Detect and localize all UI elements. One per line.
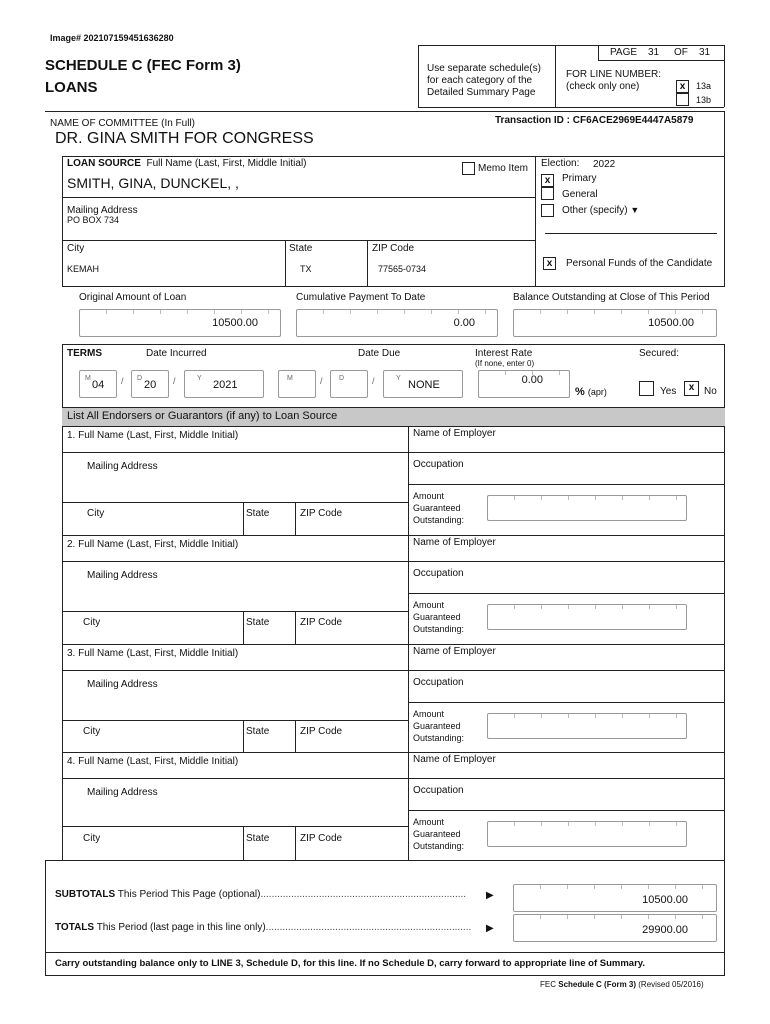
balance-outstanding-label: Balance Outstanding at Close of This Period <box>513 292 710 303</box>
total-arrow-icon: ▶ <box>486 923 494 934</box>
endorser-2-state-label: State <box>246 617 270 628</box>
separate-schedule-instructions: Use separate schedule(s) for each category of the Detailed Summary Page <box>427 63 541 98</box>
endorser-4-amount-label: Amount Guaranteed Outstanding: <box>413 817 465 851</box>
balance-outstanding-field[interactable]: 10500.00 <box>513 309 717 337</box>
endorser-1-city-label: City <box>87 508 105 519</box>
line-number-label: FOR LINE NUMBER: (check only one) <box>566 69 662 92</box>
memo-item-checkbox[interactable] <box>462 162 475 175</box>
secured-yes-label: Yes <box>660 386 677 397</box>
endorser-3-amount-label: Amount Guaranteed Outstanding: <box>413 709 465 743</box>
incurred-day-field[interactable]: D 20 <box>131 370 169 398</box>
line-13b-checkbox[interactable] <box>676 93 689 106</box>
cumulative-payment-field[interactable]: 0.00 <box>296 309 498 337</box>
page-number: 31 <box>648 47 660 58</box>
endorser-1-amount-field[interactable] <box>487 495 687 521</box>
endorser-2-amount-label: Amount Guaranteed Outstanding: <box>413 600 465 634</box>
general-checkbox[interactable] <box>541 187 554 200</box>
endorser-2-amount-field[interactable] <box>487 604 687 630</box>
endorser-1-state-label: State <box>246 508 270 519</box>
endorser-4-zip-label: ZIP Code <box>300 833 343 844</box>
total-field[interactable]: 29900.00 <box>513 914 717 942</box>
incurred-year-field[interactable]: Y 2021 <box>184 370 264 398</box>
endorser-3-mailing-label: Mailing Address <box>87 679 158 690</box>
page-label: PAGE <box>610 47 638 58</box>
endorser-3-occupation-label: Occupation <box>413 677 464 688</box>
other-specify-label: Other (specify) ▼ <box>562 205 640 216</box>
date-slash: / <box>320 376 323 386</box>
endorser-2-mailing-label: Mailing Address <box>87 570 158 581</box>
date-slash: / <box>372 376 375 386</box>
endorser-1-employer-label: Name of Employer <box>413 428 496 439</box>
endorser-3-amount-field[interactable] <box>487 713 687 739</box>
line-13a-label: 13a <box>696 81 712 91</box>
secured-no-label: No <box>704 386 717 397</box>
interest-rate-label: Interest Rate <box>475 348 533 359</box>
memo-item-label: Memo Item <box>478 163 529 174</box>
city-value: KEMAH <box>67 264 100 274</box>
zip-value: 77565-0734 <box>378 264 427 274</box>
original-amount-label: Original Amount of Loan <box>79 292 187 303</box>
due-month-field[interactable]: M <box>278 370 316 398</box>
election-year: 2022 <box>593 159 616 170</box>
interest-rate-field[interactable]: 0.00 <box>478 370 570 398</box>
other-checkbox[interactable] <box>541 204 554 217</box>
carry-instruction: Carry outstanding balance only to LINE 3, Schedule D, for this line. If no Schedule D, carry forward to appropriate line of Summary. <box>55 958 645 969</box>
zip-label: ZIP Code <box>372 243 415 254</box>
endorser-2-employer-label: Name of Employer <box>413 537 496 548</box>
endorser-4-employer-label: Name of Employer <box>413 754 496 765</box>
terms-label: TERMS <box>67 348 102 359</box>
date-slash: / <box>173 376 176 386</box>
election-label: Election: <box>541 158 580 169</box>
subtotal-arrow-icon: ▶ <box>486 890 494 901</box>
incurred-month-field[interactable]: M 04 <box>79 370 117 398</box>
endorser-2-name-label: 2. Full Name (Last, First, Middle Initial) <box>67 539 239 550</box>
endorser-3-zip-label: ZIP Code <box>300 726 343 737</box>
endorser-1-occupation-label: Occupation <box>413 459 464 470</box>
city-label: City <box>67 243 85 254</box>
cumulative-payment-label: Cumulative Payment To Date <box>296 292 426 303</box>
loan-source-label: LOAN SOURCE Full Name (Last, First, Middle Initial) <box>67 158 307 169</box>
total-label: TOTALS This Period (last page in this line only).......................................................................... <box>55 922 472 933</box>
schedule-title: SCHEDULE C (FEC Form 3) <box>45 57 241 74</box>
secured-no-checkbox[interactable]: x <box>684 381 699 396</box>
committee-name-label: NAME OF COMMITTEE (In Full) <box>50 118 195 129</box>
subtotal-field[interactable]: 10500.00 <box>513 884 717 912</box>
endorser-3-employer-label: Name of Employer <box>413 646 496 657</box>
endorser-1-name-label: 1. Full Name (Last, First, Middle Initial) <box>67 430 239 441</box>
form-footer: FEC Schedule C (Form 3) (Revised 05/2016) <box>540 980 704 989</box>
loan-source-name: SMITH, GINA, DUNCKEL, , <box>67 175 239 191</box>
primary-checkbox[interactable]: x <box>541 174 554 187</box>
endorser-4-mailing-label: Mailing Address <box>87 787 158 798</box>
apr-label: % (apr) <box>575 386 607 398</box>
of-label: OF <box>674 47 688 58</box>
subtotal-label: SUBTOTALS This Period This Page (optional).......................................................................... <box>55 889 467 900</box>
endorser-1-mailing-label: Mailing Address <box>87 461 158 472</box>
primary-label: Primary <box>562 173 597 184</box>
image-id: Image# 202107159451636280 <box>50 33 174 43</box>
date-due-label: Date Due <box>358 348 401 359</box>
general-label: General <box>562 189 598 200</box>
endorser-1-zip-label: ZIP Code <box>300 508 343 519</box>
committee-name: DR. GINA SMITH FOR CONGRESS <box>55 130 314 147</box>
endorser-3-name-label: 3. Full Name (Last, First, Middle Initial) <box>67 648 239 659</box>
endorser-2-city-label: City <box>83 617 101 628</box>
endorser-4-occupation-label: Occupation <box>413 785 464 796</box>
personal-funds-checkbox[interactable]: x <box>543 257 556 270</box>
loans-title: LOANS <box>45 79 98 96</box>
endorser-4-name-label: 4. Full Name (Last, First, Middle Initial) <box>67 756 239 767</box>
endorsers-section-label: List All Endorsers or Guarantors (if any) to Loan Source <box>67 410 338 422</box>
due-year-field[interactable]: Y NONE <box>383 370 463 398</box>
line-13b-label: 13b <box>696 95 712 105</box>
state-label: State <box>289 243 313 254</box>
endorser-4-state-label: State <box>246 833 270 844</box>
state-value: TX <box>300 264 312 274</box>
line-13a-checkbox[interactable]: x <box>676 80 689 93</box>
endorser-2-zip-label: ZIP Code <box>300 617 343 628</box>
endorser-2-occupation-label: Occupation <box>413 568 464 579</box>
endorser-4-city-label: City <box>83 833 101 844</box>
date-incurred-label: Date Incurred <box>146 348 207 359</box>
mailing-address-label: Mailing Address <box>67 205 138 216</box>
endorser-3-city-label: City <box>83 726 101 737</box>
date-slash: / <box>121 376 124 386</box>
mailing-address: PO BOX 734 <box>67 215 120 225</box>
endorser-1-amount-label: Amount Guaranteed Outstanding: <box>413 491 465 525</box>
endorser-3-state-label: State <box>246 726 270 737</box>
secured-yes-checkbox[interactable] <box>639 381 654 396</box>
original-amount-field[interactable]: 10500.00 <box>79 309 281 337</box>
personal-funds-label: Personal Funds of the Candidate <box>566 258 713 269</box>
secured-label: Secured: <box>639 348 680 359</box>
page-total: 31 <box>699 47 711 58</box>
due-day-field[interactable]: D <box>330 370 368 398</box>
endorser-4-amount-field[interactable] <box>487 821 687 847</box>
transaction-id: Transaction ID : CF6ACE2969E4447A5879 <box>495 115 694 126</box>
interest-rate-sublabel: (If none, enter 0) <box>475 359 535 368</box>
